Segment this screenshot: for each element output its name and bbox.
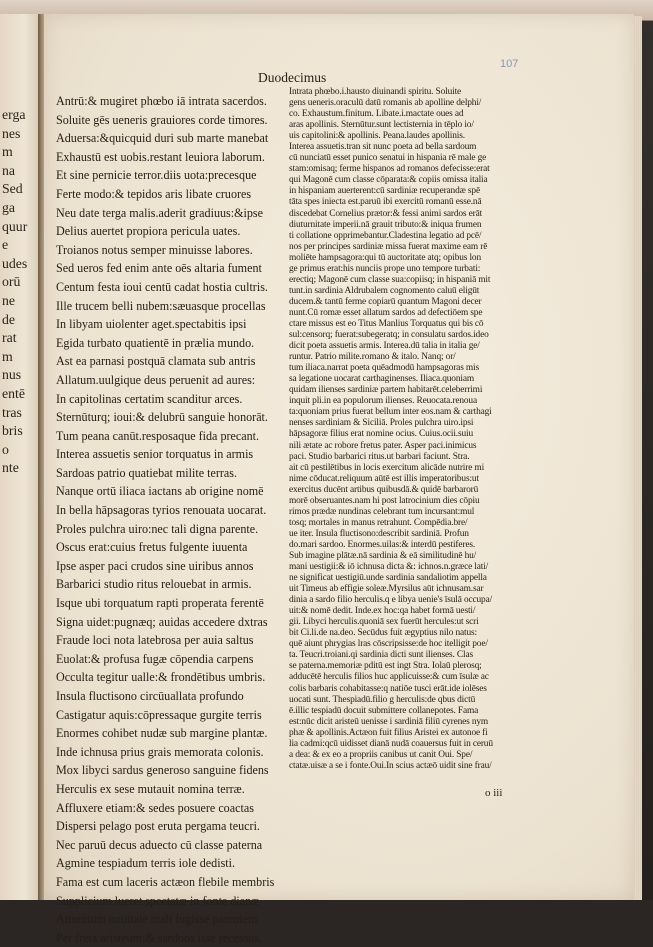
commentary-line: se paterna.memoriæ pditū est ingt Stra. Iolaū plerosq;: [289, 661, 482, 672]
verse-line: Allatum.uulgique deus peruenit ad aures:: [56, 372, 256, 387]
commentary-line: gii. Libyci herculis.quoniā sex fuerūt hercules:ut scri: [289, 617, 479, 628]
verse-line: Attonitum nouitate mali fugisse parentem: [56, 912, 258, 927]
commentary-line: nime cōducat.reliquum aūtē est illis imperatoribus:ut: [289, 473, 479, 484]
verse-line: Nec paruū decus aduecto cū classe paterna: [56, 837, 263, 852]
commentary-line: Sub imagine plātæ.nā sardinia & eā similitudinē hu/: [289, 550, 477, 561]
left-page-line: Sed: [2, 181, 23, 197]
left-page-line: ga: [2, 199, 16, 215]
commentary-line: nunt.Cū romæ esset allatum sardos ad defectiōem spe: [289, 307, 483, 318]
commentary-line: inquit pli.in ea populorum ilienses. Reuocata.renoua: [289, 396, 477, 407]
left-page-line: udes: [2, 255, 28, 271]
verse-line: Troianos notus semper minuisse labores.: [56, 242, 253, 257]
verse-line: In capitolinas certatim scanditur arces.: [56, 391, 243, 406]
commentary-line: uit Timeus ab effigie soleæ.Myrsilus aūt ichnusam.sar: [289, 584, 484, 595]
commentary-line: uocati sunt. Thespiadū.filio g herculis:de qbus dictū: [289, 694, 476, 705]
commentary-line: hāpsagoræ filius erat nomine ocius. Cuius.ocii.suiu: [289, 429, 473, 440]
running-header: Duodecimus: [258, 70, 327, 85]
verse-line: Fama est cum laceris actæon flebile membris: [56, 874, 275, 889]
commentary-line: runtur. Patrio milite.romano & italo. Nanq; or/: [289, 352, 456, 363]
verse-line: Sed ueros fed enim ante oēs altaria fument: [56, 261, 262, 276]
commentary-line: uit:& nomē dedit. Inde.ex hoc:qa habet formā uesti/: [289, 606, 476, 617]
left-page-line: m: [2, 348, 13, 364]
commentary-line: a dea: & ex eo a propriis canibus ut canit Oui. Spe/: [289, 749, 473, 760]
commentary-line: ne significat uestigiū.unde sardinia sandaliotim appella: [289, 573, 487, 584]
commentary-line: stam:omisaq; ferme hispanos ad romanos defecisse:erat: [289, 164, 490, 175]
left-page-edge: [0, 14, 40, 900]
left-page-line: rat: [2, 330, 17, 346]
commentary-line: ctatæ.uisæ a se i fonte.Oui.In scius actæō uidit sine frau/: [289, 760, 492, 771]
commentary-line: ait cū pestilētibus in locis exercitum alicāde nutrire mi: [289, 462, 485, 473]
verse-line: Tum peana canūt.resposaque fida precant.: [56, 428, 260, 443]
commentary-line: Interea assuetis.tran sit nunc poeta ad bella sardoum: [289, 142, 477, 153]
verse-line: Et sine pernicie terror.diis uota:precesque: [56, 168, 257, 183]
verse-line: Neu date terga malis.aderit gradiuus:&ipse: [56, 205, 263, 220]
verse-line: Ipse asper paci crudos sine uiribus annos: [56, 558, 254, 573]
left-page-line: erga: [2, 107, 26, 122]
left-page-line: tras: [2, 404, 22, 420]
commentary-line: adducētē herculis filios huc applicuisse:& cum īsulæ ac: [289, 672, 489, 683]
left-page-line: orū: [2, 274, 21, 290]
commentary-line: Intrata phœbo.i.hausto diuinandi spiritu. Soluite: [289, 87, 462, 97]
verse-line: Mox libyci sardus generoso sanguine fidens: [56, 763, 269, 778]
commentary-line: est:nūc dicit aristeū uenisse i sardiniā filiū cyrenes nym: [289, 716, 489, 727]
verse-line: Ille trucem belli nubem:sæuasque procellas: [56, 298, 266, 313]
commentary-line: sul:censorq; fuerat:subegeratq; in consulatu sardos.ideo: [289, 330, 489, 341]
commentary-line: phæ & apollinis.Actæon fuit filius Aristei ex autonoe fi: [289, 727, 488, 738]
signature-mark: o iii: [485, 787, 503, 799]
commentary-line: rimos prædæ nundinas celebrant tum incursant:mul: [289, 506, 475, 517]
verse-line: Delius auertet propiora pericula uates.: [56, 224, 241, 239]
verse-line: Inde ichnusa prius grais memorata colonis.: [56, 744, 264, 759]
commentary-line: lia cadmi:qcū uidisset dianā nudā coauersus fuit in ceruū: [289, 738, 493, 749]
left-page-line: nte: [2, 460, 19, 476]
commentary-line: tāta spes iniecta est.paruū ibi exercitū romanū esse.nā: [289, 197, 482, 208]
commentary-line: do.mari sardoo. Enormes.uilas:& interdū pestiferes.: [289, 539, 476, 550]
left-page-line: bris: [2, 423, 23, 439]
commentary-line: morē obseruantes.nam hi post latrocinium dies cōpiu: [289, 495, 480, 506]
verse-line: Fraude loci nota latebrosa per auia saltus: [56, 633, 254, 648]
left-page-line: de: [2, 311, 16, 327]
left-page-line: nus: [2, 367, 22, 383]
verse-line: Interea assuetis senior torquatus in armis: [56, 447, 254, 462]
commentary-line: bit Ci.li.de na.deo. Secūdus fuit ægyptius nilo natus:: [289, 628, 477, 639]
verse-line: Centum festa ioui centū cadat hostia cultris.: [56, 279, 268, 294]
verse-line: Egida turbato quatientē in prælia mundo.: [56, 335, 255, 350]
commentary-line: ue iter. Insula fluctisono:describit sardiniā. Profun: [289, 528, 469, 539]
verse-line: Antrū:& mugiret phœbo iā intrata sacerdos.: [56, 94, 267, 108]
commentary-line: ge primus erat:his nunciis prope uno tempore turbati:: [289, 263, 481, 274]
verse-line: Ferte modo:& tepidos aris libate cruores: [56, 186, 252, 201]
commentary-line: mani uestigii:& iō ichnusa dicta &: ichnos.n.græce lati/: [289, 562, 489, 573]
verse-line: In libyam uiolenter aget.spectabitis ipsi: [56, 317, 247, 332]
verse-line: Dispersi pelago post eruta pergama teucri.: [56, 819, 260, 834]
commentary-line: discedebat Cornelius prætor:& fessi animi sardos erāt: [289, 208, 483, 219]
commentary-line: tosq; mortales in manus retrahunt. Compēdia.bre/: [289, 517, 468, 528]
left-page-line: ne: [2, 292, 16, 308]
commentary-line: sa legatione uocarat carthaginenses. Iliaca.quoniam: [289, 374, 474, 385]
verse-line: Euolat:& profusa fugæ cōpendia carpens: [56, 651, 254, 666]
verse-column: [56, 92, 281, 947]
commentary-line: tum iliaca.narrat poeta quēadmodū hampsagoras mis: [289, 363, 479, 374]
commentary-line: colis barbaris cohabitasse:q natiōe tusci erāt.ide iolēses: [289, 683, 487, 694]
commentary-column: [289, 87, 534, 772]
verse-line: Nanque ortū iliaca iactans ab origine nomē: [56, 484, 264, 499]
verse-line: Soluite gēs ueneris grauiores corde timores.: [56, 112, 268, 127]
commentary-line: ta:quoniam prius fuerat bellum inter eos.nam & carthagi: [289, 407, 492, 418]
commentary-line: ti collatione opprimebantur.Cladestina legatio ad pcē/: [289, 230, 482, 241]
commentary-line: moliēte hampsagora:qui tū auctoritate atq; opibus lon: [289, 252, 482, 263]
left-page-line: na: [2, 162, 16, 178]
left-page-line: quur: [2, 218, 28, 234]
commentary-line: qui Magonē cum classe cōparata:& copiis omissa italia: [289, 175, 488, 186]
commentary-line: erectiq; Magonē cum classe sua:copiisq; in hispaniā mit: [289, 274, 491, 285]
commentary-line: nos per principes sardiniæ missa fuerat maxime eam rē: [289, 241, 488, 252]
verse-line: Affluxere etiam:& sedes posuere coactas: [56, 800, 254, 815]
left-page-line: nes: [2, 125, 21, 141]
commentary-line: tunt.in sardinia Aldrubalem cognomento caluū eligūt: [289, 285, 480, 296]
page-fore-edge: [634, 16, 642, 900]
commentary-line: uis capitolini:& apollinis. Peana.laudes apollinis.: [289, 131, 465, 142]
commentary-line: ta. Teucri.troiani.qi sardinia dicti sunt ilienses. Clas: [289, 650, 473, 661]
verse-line: Enormes cohibet nudæ sub margine plantæ.: [56, 726, 268, 741]
verse-line: Isque ubi torquatum rapti properata ferentē: [56, 596, 264, 611]
left-page-line: entē: [2, 385, 25, 401]
commentary-line: co. Exhaustum.finitum. Libate.i.mactate oues ad: [289, 109, 464, 120]
commentary-line: dinia a sardo filio herculis.q e libya uenie's īsulā occupa/: [289, 595, 493, 606]
left-page-line: m: [2, 144, 13, 160]
commentary-line: exercitus ducēnt artibus quibusdā.& quidē barbarorū: [289, 484, 479, 495]
verse-line: Oscus erat:cuius fretus fulgente iuuenta: [56, 540, 248, 555]
verse-line: Supplicium lueret spectatæ in fonte dianæ: [56, 893, 260, 908]
commentary-line: dicit poeta assuetis armis. Interea.dū talia in italia ge/: [289, 341, 480, 352]
verse-line: In bella hāpsagoras tyrios renouata uocarat.: [56, 503, 267, 518]
commentary-line: ē.illic tespiadū docuit submittere collanepotes. Fama: [289, 705, 479, 716]
commentary-line: aras apollinis. Sternūtur.sunt lectisternia in tēplo io/: [289, 120, 474, 131]
commentary-line: cū nunciatū esset punico senatui in hispania rē male ge: [289, 153, 487, 164]
commentary-line: gens ueneris.oraculū datū romanis ab apolline delphi/: [289, 98, 482, 109]
verse-line: Herculis ex sese mutauit nomina terræ.: [56, 781, 245, 796]
commentary-line: diuturnitate imperii.nā grauit tributo:& iniqua frumen: [289, 219, 482, 230]
verse-line: Occulta tegitur ualle:& frondētibus umbris.: [56, 670, 266, 685]
verse-line: Ast ea parnasi postquā clamata sub antris: [56, 354, 256, 369]
commentary-line: nili ætate ac robore fretus pater. Asper paci.inimicus: [289, 440, 477, 451]
verse-line: Aduersa:&quicquid duri sub marte manebat: [56, 131, 269, 146]
verse-line: Insula fluctisono circūuallata profundo: [56, 689, 244, 703]
left-page-line: e: [2, 237, 9, 253]
commentary-line: quidam ilienses sardiniæ partem habitarēt.celeberrimi: [289, 385, 483, 396]
commentary-line: ctare missus est eo Titus Manlius Torquatus qui bis cō: [289, 318, 484, 329]
verse-line: Castigatur aquis:cōpressaque gurgite terris: [56, 707, 262, 722]
commentary-line: nenses sardiniam & Siciliā. Proles pulchra uiro.ipsi: [289, 418, 474, 429]
verse-line: Sternūturq; ioui:& delubrū sanguie honorāt.: [56, 410, 268, 425]
verse-line: Per freta aristeum:& sardoos isse recessus.: [56, 930, 263, 945]
left-page-line: o: [2, 441, 9, 457]
commentary-line: paci. Studio barbarici ritus.ut barbari faciunt. Stra.: [289, 451, 470, 462]
folio-number: 107: [500, 58, 519, 70]
commentary-line: quē aiunt phrygias lras cōscripsisse:de hoc itelligit poe/: [289, 639, 488, 650]
verse-line: Signa uidet:pugnæq; auidas accedere dxtras: [56, 614, 268, 629]
left-page-text: [0, 106, 40, 478]
commentary-line: in hispaniam auerterent:cū sardiniæ recuperandæ spē: [289, 186, 480, 197]
verse-line: Sardoas patrio quatiebat milite terras.: [56, 465, 238, 480]
commentary-line: ducem.& tantū ferme copiarū quantum Magoni decer: [289, 296, 482, 307]
verse-line: Agmine tespiadum terris iole dedisti.: [56, 856, 236, 871]
verse-line: Exhaustū est uobis.restant leuiora laborum.: [56, 149, 265, 164]
verse-line: Proles pulchra uiro:nec tali digna parente.: [56, 521, 259, 536]
verse-line: Barbarici studio ritus relouebat in armis.: [56, 577, 252, 592]
